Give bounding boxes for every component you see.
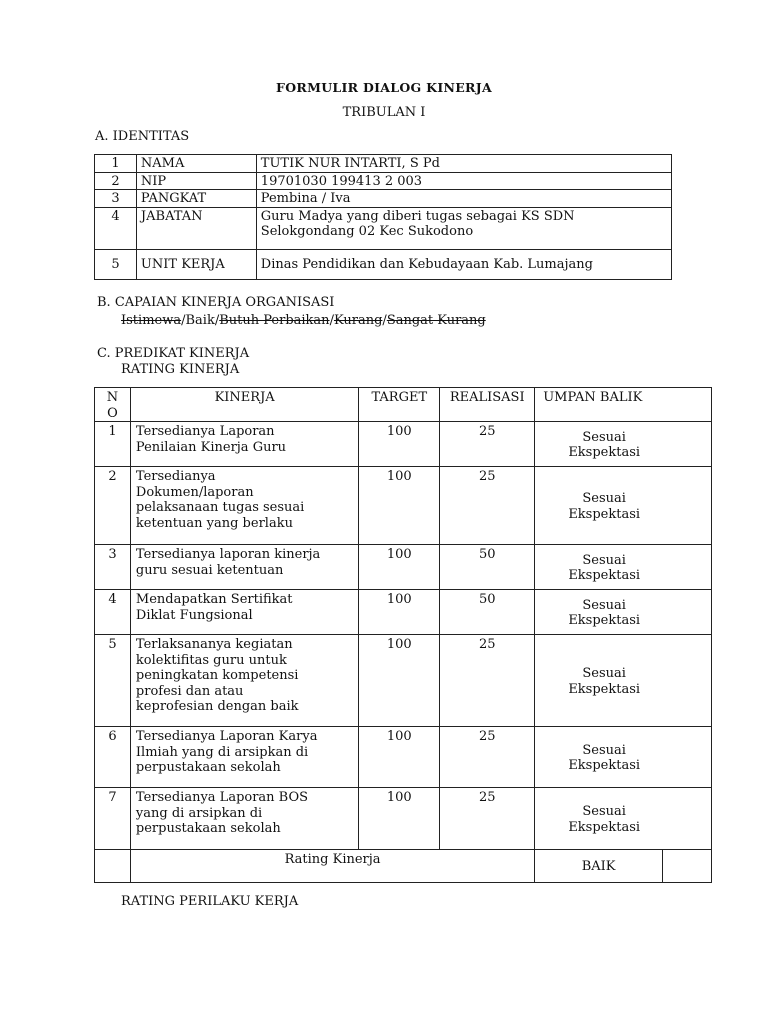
rating-kinerja-subheading: RATING KINERJA (121, 362, 240, 377)
identity-row (95, 155, 672, 173)
kinerja-line: guru sesuai ketentuan (135, 562, 284, 578)
feedback-line: Sesuai (582, 666, 626, 681)
identity-no: 4 (95, 207, 137, 249)
identity-no: 2 (95, 172, 137, 190)
section-c-heading: C. PREDIKAT KINERJA (97, 346, 250, 361)
kinerja-line: kolektifitas guru untuk (135, 652, 287, 668)
row-realisasi: 25 (440, 422, 535, 467)
kinerja-line: peningkatan kompetensi (135, 668, 299, 683)
feedback-line: Sesuai (582, 804, 626, 819)
rating-kinerja-table (94, 387, 712, 883)
section-a-heading: A. IDENTITAS (95, 129, 190, 144)
identity-label: JABATAN (136, 207, 256, 249)
kinerja-line: pelaksanaan tugas sesuai (135, 500, 305, 515)
row-realisasi: 50 (440, 545, 535, 590)
row-umpan-balik (535, 788, 712, 850)
header-target: TARGET (359, 388, 440, 422)
header-umpan-balik: UMPAN BALIK (535, 388, 712, 422)
row-no: 3 (95, 545, 131, 590)
feedback-line: Ekspektasi (568, 445, 641, 460)
row-realisasi: 50 (440, 590, 535, 635)
row-realisasi: 25 (440, 635, 535, 727)
kinerja-line: perpustakaan sekolah (135, 821, 281, 836)
kinerja-line: profesi dan atau (135, 683, 244, 699)
rating-row (95, 467, 712, 545)
kinerja-line: perpustakaan sekolah (135, 760, 281, 775)
option-separator: / (329, 313, 334, 328)
option-kurang: Kurang (333, 313, 383, 328)
header-no-line: O (107, 405, 118, 421)
identity-row (95, 207, 672, 249)
feedback-line: Sesuai (582, 491, 626, 506)
row-umpan-balik (535, 590, 712, 635)
row-no: 5 (95, 635, 131, 727)
identity-table (94, 154, 672, 280)
row-no: 4 (95, 590, 131, 635)
row-umpan-balik (535, 467, 712, 545)
header-kinerja: KINERJA (130, 388, 358, 422)
kinerja-line: keprofesian dengan baik (135, 699, 299, 714)
header-no-line: N (106, 390, 119, 405)
identity-value-line: Selokgondang 02 Kec Sukodono (260, 224, 474, 239)
kinerja-line: Ilmiah yang di arsipkan di (135, 744, 309, 760)
identity-label: NAMA (136, 155, 256, 173)
footer-rating-label: Rating Kinerja (130, 850, 534, 883)
rating-perilaku-heading: RATING PERILAKU KERJA (121, 894, 299, 909)
row-umpan-balik (535, 635, 712, 727)
row-kinerja (130, 727, 358, 788)
feedback-line: Ekspektasi (568, 613, 641, 628)
row-realisasi: 25 (440, 788, 535, 850)
section-b-heading: B. CAPAIAN KINERJA ORGANISASI (97, 295, 335, 310)
capaian-options (121, 313, 486, 328)
row-umpan-balik (535, 422, 712, 467)
kinerja-line: Terlaksananya kegiatan (135, 637, 293, 652)
rating-row (95, 422, 712, 467)
row-realisasi: 25 (440, 727, 535, 788)
option-istimewa: Istimewa (121, 313, 182, 328)
identity-value: Pembina / Iva (256, 190, 671, 208)
option-baik: Baik (185, 313, 215, 328)
row-target: 100 (359, 635, 440, 727)
rating-row (95, 590, 712, 635)
identity-value-multiline (256, 207, 671, 249)
row-no: 2 (95, 467, 131, 545)
row-no: 1 (95, 422, 131, 467)
row-kinerja (130, 788, 358, 850)
feedback-line: Sesuai (582, 597, 626, 613)
header-realisasi: REALISASI (440, 388, 535, 422)
kinerja-line: ketentuan yang berlaku (135, 515, 293, 531)
kinerja-line: Tersedianya laporan kinerja (135, 547, 321, 562)
kinerja-line: yang di arsipkan di (135, 805, 263, 821)
option-butuh-perbaikan: Butuh Perbaikan (219, 313, 330, 328)
identity-value-line: Guru Madya yang diberi tugas sebagai KS SDN (260, 208, 575, 224)
footer-empty-cell (95, 850, 131, 883)
row-no: 6 (95, 727, 131, 788)
kinerja-line: Tersedianya Laporan BOS (135, 790, 309, 805)
kinerja-line: Mendapatkan Sertifikat (135, 592, 293, 607)
feedback-line: Ekspektasi (568, 758, 641, 773)
row-target: 100 (359, 788, 440, 850)
row-target: 100 (359, 422, 440, 467)
document-title: FORMULIR DIALOG KINERJA (276, 80, 492, 95)
feedback-line: Sesuai (582, 552, 626, 568)
row-kinerja (130, 422, 358, 467)
row-kinerja (130, 590, 358, 635)
row-umpan-balik (535, 727, 712, 788)
row-umpan-balik (535, 545, 712, 590)
rating-row (95, 635, 712, 727)
kinerja-line: Tersedianya (135, 469, 216, 484)
kinerja-line: Tersedianya Laporan Karya (135, 729, 318, 744)
header-no (95, 388, 131, 422)
rating-footer-row (95, 850, 712, 883)
feedback-line: Ekspektasi (568, 819, 641, 835)
document-subtitle: TRIBULAN I (342, 105, 426, 120)
kinerja-line: Dokumen/laporan (135, 484, 254, 500)
identity-value: TUTIK NUR INTARTI, S Pd (256, 155, 671, 173)
kinerja-line: Tersedianya Laporan (135, 424, 275, 439)
feedback-line: Sesuai (582, 429, 626, 445)
row-target: 100 (359, 727, 440, 788)
feedback-line: Ekspektasi (568, 681, 641, 697)
row-no: 7 (95, 788, 131, 850)
identity-row (95, 190, 672, 208)
option-separator: / (382, 313, 387, 328)
rating-header-row (95, 388, 712, 422)
identity-no: 1 (95, 155, 137, 173)
rating-row (95, 545, 712, 590)
rating-row (95, 788, 712, 850)
identity-label: NIP (136, 172, 256, 190)
kinerja-line: Penilaian Kinerja Guru (135, 439, 287, 455)
row-kinerja (130, 545, 358, 590)
identity-row (95, 249, 672, 279)
feedback-line: Ekspektasi (568, 568, 641, 583)
identity-label: PANGKAT (136, 190, 256, 208)
rating-row (95, 727, 712, 788)
identity-row (95, 172, 672, 190)
option-separator: / (214, 313, 220, 328)
row-kinerja (130, 635, 358, 727)
feedback-line: Sesuai (582, 742, 626, 758)
identity-label: UNIT KERJA (136, 249, 256, 279)
kinerja-line: Diklat Fungsional (135, 607, 253, 623)
identity-value: Dinas Pendidikan dan Kebudayaan Kab. Lumajang (256, 249, 671, 279)
row-target: 100 (359, 590, 440, 635)
footer-empty-cell (663, 850, 712, 883)
identity-no: 3 (95, 190, 137, 208)
option-separator: / (181, 313, 186, 328)
row-realisasi: 25 (440, 467, 535, 545)
identity-no: 5 (95, 249, 137, 279)
feedback-line: Ekspektasi (568, 506, 641, 522)
row-target: 100 (359, 467, 440, 545)
row-kinerja (130, 467, 358, 545)
footer-rating-value: BAIK (535, 850, 663, 883)
identity-value: 19701030 199413 2 003 (256, 172, 671, 190)
option-sangat-kurang: Sangat Kurang (386, 313, 486, 328)
row-target: 100 (359, 545, 440, 590)
